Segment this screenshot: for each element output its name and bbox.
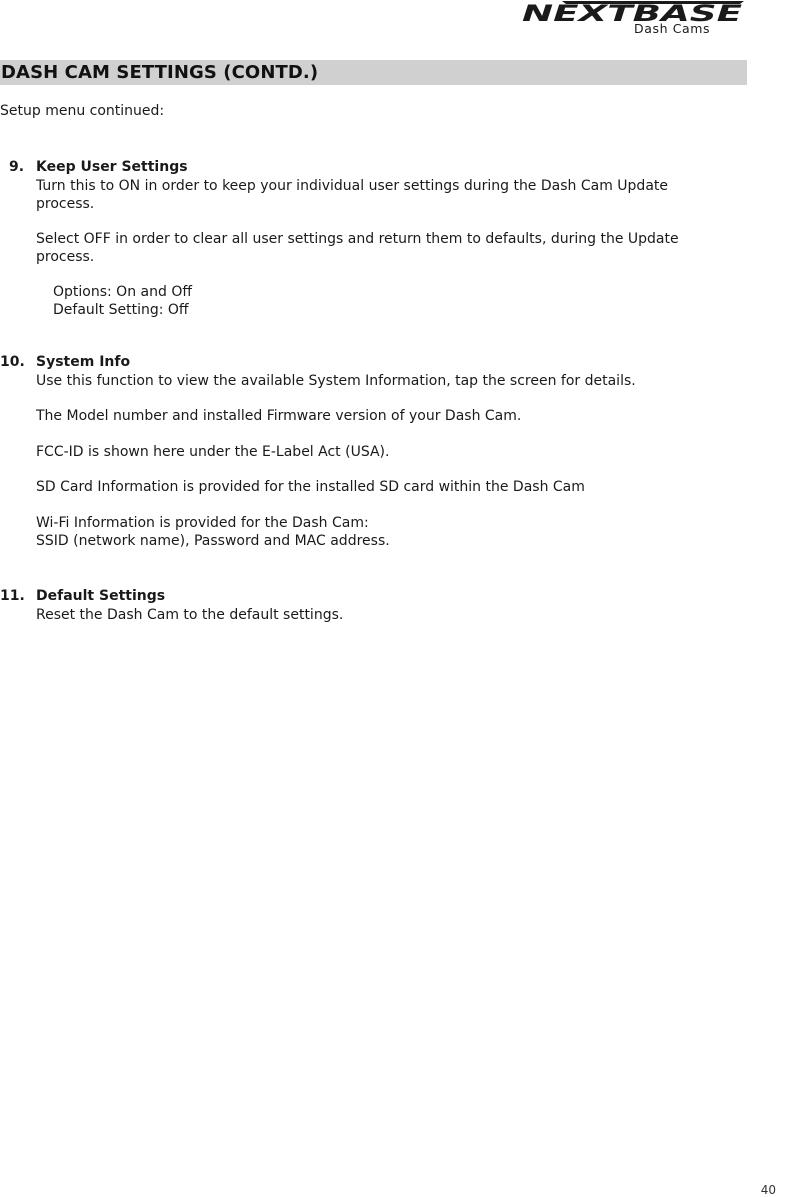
item-line: Use this function to view the available System Information, tap the screen for details. xyxy=(36,373,636,389)
logo-brand-text: NEXTBASE xyxy=(522,2,742,27)
item-line: Select OFF in order to clear all user settings and return them to defaults, during the Update xyxy=(36,231,679,247)
nextbase-logo-graphic xyxy=(522,0,744,40)
item-title: System Info xyxy=(36,354,131,370)
item-line: FCC-ID is shown here under the E-Label Act (USA). xyxy=(36,444,390,460)
item-line: Wi-Fi Information is provided for the Dash Cam: xyxy=(36,515,369,531)
item-option-line: Default Setting: Off xyxy=(53,302,189,318)
item-title: Keep User Settings xyxy=(36,159,188,175)
logo-sub-text: Dash Cams xyxy=(634,21,711,36)
item-line: Turn this to ON in order to keep your individual user settings during the Dash Cam Update xyxy=(36,178,668,194)
item-number: 10. xyxy=(0,354,25,370)
item-number: 11. xyxy=(0,588,25,604)
item-option-line: Options: On and Off xyxy=(53,284,192,300)
item-line: Reset the Dash Cam to the default settings. xyxy=(36,607,344,623)
nextbase-logo xyxy=(522,0,744,40)
item-line: SSID (network name), Password and MAC address. xyxy=(36,533,390,549)
item-number: 9. xyxy=(9,159,25,175)
item-line: The Model number and installed Firmware version of your Dash Cam. xyxy=(36,408,522,424)
item-line: process. xyxy=(36,249,95,265)
item-title: Default Settings xyxy=(36,588,166,604)
section-header-bar xyxy=(0,60,747,85)
item-line: SD Card Information is provided for the installed SD card within the Dash Cam xyxy=(36,479,585,495)
page-number: 40 xyxy=(760,1183,776,1197)
item-line: process. xyxy=(36,196,95,212)
intro-text: Setup menu continued: xyxy=(0,103,165,119)
section-title: DASH CAM SETTINGS (CONTD.) xyxy=(1,62,319,83)
